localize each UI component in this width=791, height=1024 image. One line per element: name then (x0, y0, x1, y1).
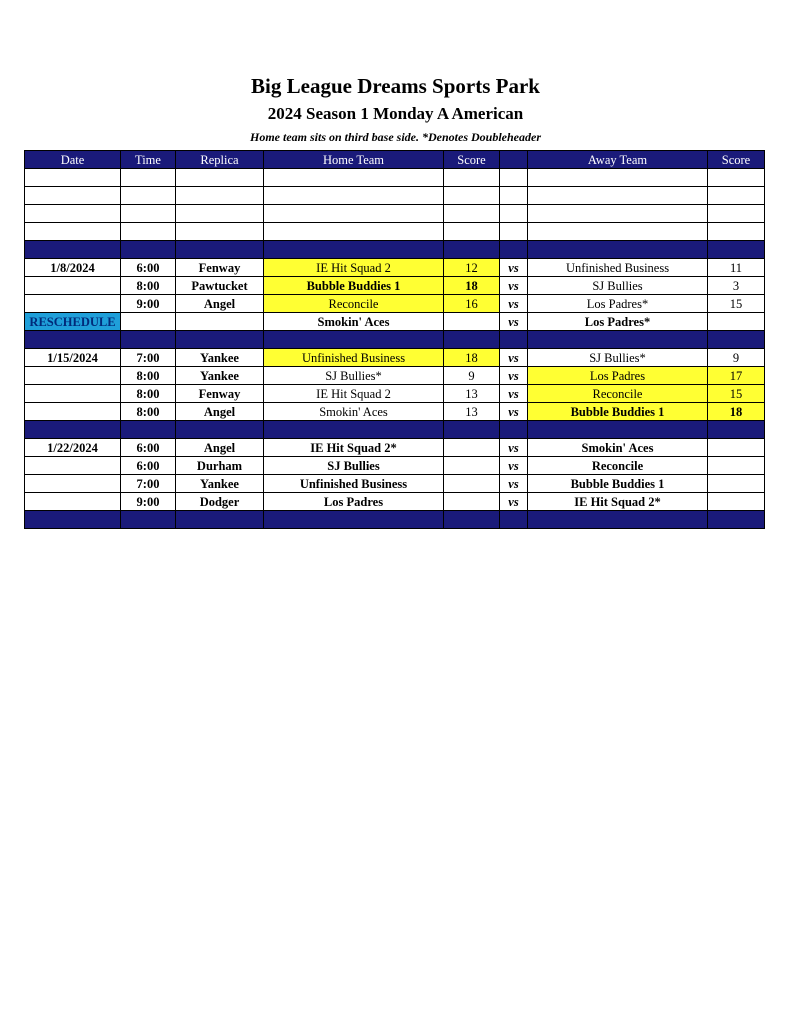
away-score (708, 313, 765, 331)
away-team: Los Padres* (528, 295, 708, 313)
game-time: 9:00 (121, 295, 176, 313)
game-replica: Angel (176, 403, 264, 421)
away-team: Reconcile (528, 457, 708, 475)
vs-label: vs (500, 367, 528, 385)
game-replica: Angel (176, 439, 264, 457)
game-date (25, 493, 121, 511)
home-score: 12 (444, 259, 500, 277)
away-team: SJ Bullies (528, 277, 708, 295)
home-score (444, 457, 500, 475)
col-date: Date (25, 151, 121, 169)
page-title: Big League Dreams Sports Park (251, 74, 540, 98)
home-score: 13 (444, 385, 500, 403)
away-team: Los Padres* (528, 313, 708, 331)
game-time: 7:00 (121, 349, 176, 367)
empty-row (25, 187, 765, 205)
home-team: IE Hit Squad 2* (264, 439, 444, 457)
game-date (25, 385, 121, 403)
home-score: 18 (444, 277, 500, 295)
vs-label: vs (500, 475, 528, 493)
home-team: Unfinished Business (264, 475, 444, 493)
game-row (25, 349, 765, 367)
away-team: Smokin' Aces (528, 439, 708, 457)
away-score: 18 (708, 403, 765, 421)
home-team: Reconcile (264, 295, 444, 313)
away-team: Los Padres (528, 367, 708, 385)
home-team: SJ Bullies (264, 457, 444, 475)
col-away-team: Away Team (528, 151, 708, 169)
game-replica: Fenway (176, 385, 264, 403)
home-team: Bubble Buddies 1 (264, 277, 444, 295)
away-score (708, 493, 765, 511)
vs-label: vs (500, 493, 528, 511)
away-score: 3 (708, 277, 765, 295)
col-away-score: Score (708, 151, 765, 169)
away-team: SJ Bullies* (528, 349, 708, 367)
vs-label: vs (500, 277, 528, 295)
col-time: Time (121, 151, 176, 169)
home-score (444, 493, 500, 511)
away-team: Unfinished Business (528, 259, 708, 277)
game-time: 8:00 (121, 367, 176, 385)
vs-label: vs (500, 295, 528, 313)
home-score: 13 (444, 403, 500, 421)
game-replica: Durham (176, 457, 264, 475)
game-row (25, 277, 765, 295)
week-separator (25, 421, 765, 439)
game-date (25, 277, 121, 295)
col-home-score: Score (444, 151, 500, 169)
away-score (708, 475, 765, 493)
schedule-table (24, 150, 765, 529)
vs-label: vs (500, 439, 528, 457)
vs-label: vs (500, 313, 528, 331)
game-replica: Dodger (176, 493, 264, 511)
game-row (25, 403, 765, 421)
vs-label: vs (500, 403, 528, 421)
game-replica (176, 313, 264, 331)
home-score: 16 (444, 295, 500, 313)
page-subtitle: 2024 Season 1 Monday A American (267, 104, 524, 123)
game-date: RESCHEDULE (29, 314, 116, 329)
home-team: SJ Bullies* (264, 367, 444, 385)
empty-row (25, 205, 765, 223)
away-score: 15 (708, 295, 765, 313)
game-time (121, 313, 176, 331)
home-team: Unfinished Business (264, 349, 444, 367)
game-replica: Yankee (176, 475, 264, 493)
away-team: Reconcile (528, 385, 708, 403)
home-team: Los Padres (264, 493, 444, 511)
home-team: IE Hit Squad 2 (264, 385, 444, 403)
game-date (25, 367, 121, 385)
away-team: Bubble Buddies 1 (528, 403, 708, 421)
game-row (25, 295, 765, 313)
away-score (708, 439, 765, 457)
game-row (25, 475, 765, 493)
reschedule-label (25, 313, 121, 331)
game-time: 6:00 (121, 259, 176, 277)
home-score (444, 313, 500, 331)
game-time: 9:00 (121, 493, 176, 511)
col-home-team: Home Team (264, 151, 444, 169)
game-row (25, 367, 765, 385)
week-separator (25, 331, 765, 349)
game-row (25, 493, 765, 511)
game-date: 1/22/2024 (25, 439, 121, 457)
away-score: 11 (708, 259, 765, 277)
home-team: Smokin' Aces (264, 403, 444, 421)
empty-row (25, 223, 765, 241)
vs-label: vs (500, 349, 528, 367)
game-date (25, 295, 121, 313)
away-team: Bubble Buddies 1 (528, 475, 708, 493)
home-score (444, 475, 500, 493)
game-date: 1/15/2024 (25, 349, 121, 367)
vs-label: vs (500, 457, 528, 475)
game-row (25, 385, 765, 403)
game-time: 8:00 (121, 385, 176, 403)
away-score: 15 (708, 385, 765, 403)
col-replica: Replica (176, 151, 264, 169)
game-replica: Angel (176, 295, 264, 313)
game-replica: Pawtucket (176, 277, 264, 295)
game-row (25, 313, 765, 331)
game-row (25, 457, 765, 475)
away-team: IE Hit Squad 2* (528, 493, 708, 511)
game-date: 1/8/2024 (25, 259, 121, 277)
vs-label: vs (500, 259, 528, 277)
header-row (25, 151, 765, 169)
game-time: 8:00 (121, 277, 176, 295)
game-row (25, 439, 765, 457)
game-time: 8:00 (121, 403, 176, 421)
game-time: 6:00 (121, 439, 176, 457)
home-score: 9 (444, 367, 500, 385)
vs-label: vs (500, 385, 528, 403)
week-separator (25, 511, 765, 529)
game-replica: Yankee (176, 349, 264, 367)
away-score (708, 457, 765, 475)
home-score: 18 (444, 349, 500, 367)
game-time: 6:00 (121, 457, 176, 475)
game-replica: Fenway (176, 259, 264, 277)
away-score: 9 (708, 349, 765, 367)
home-team: IE Hit Squad 2 (264, 259, 444, 277)
game-date (25, 457, 121, 475)
game-time: 7:00 (121, 475, 176, 493)
home-score (444, 439, 500, 457)
away-score: 17 (708, 367, 765, 385)
game-row (25, 259, 765, 277)
home-team: Smokin' Aces (264, 313, 444, 331)
game-replica: Yankee (176, 367, 264, 385)
game-date (25, 403, 121, 421)
game-date (25, 475, 121, 493)
empty-row (25, 169, 765, 187)
week-separator (25, 241, 765, 259)
col-vs (500, 151, 528, 169)
page-note: Home team sits on third base side. *Denotes Doubleheader (250, 130, 541, 144)
